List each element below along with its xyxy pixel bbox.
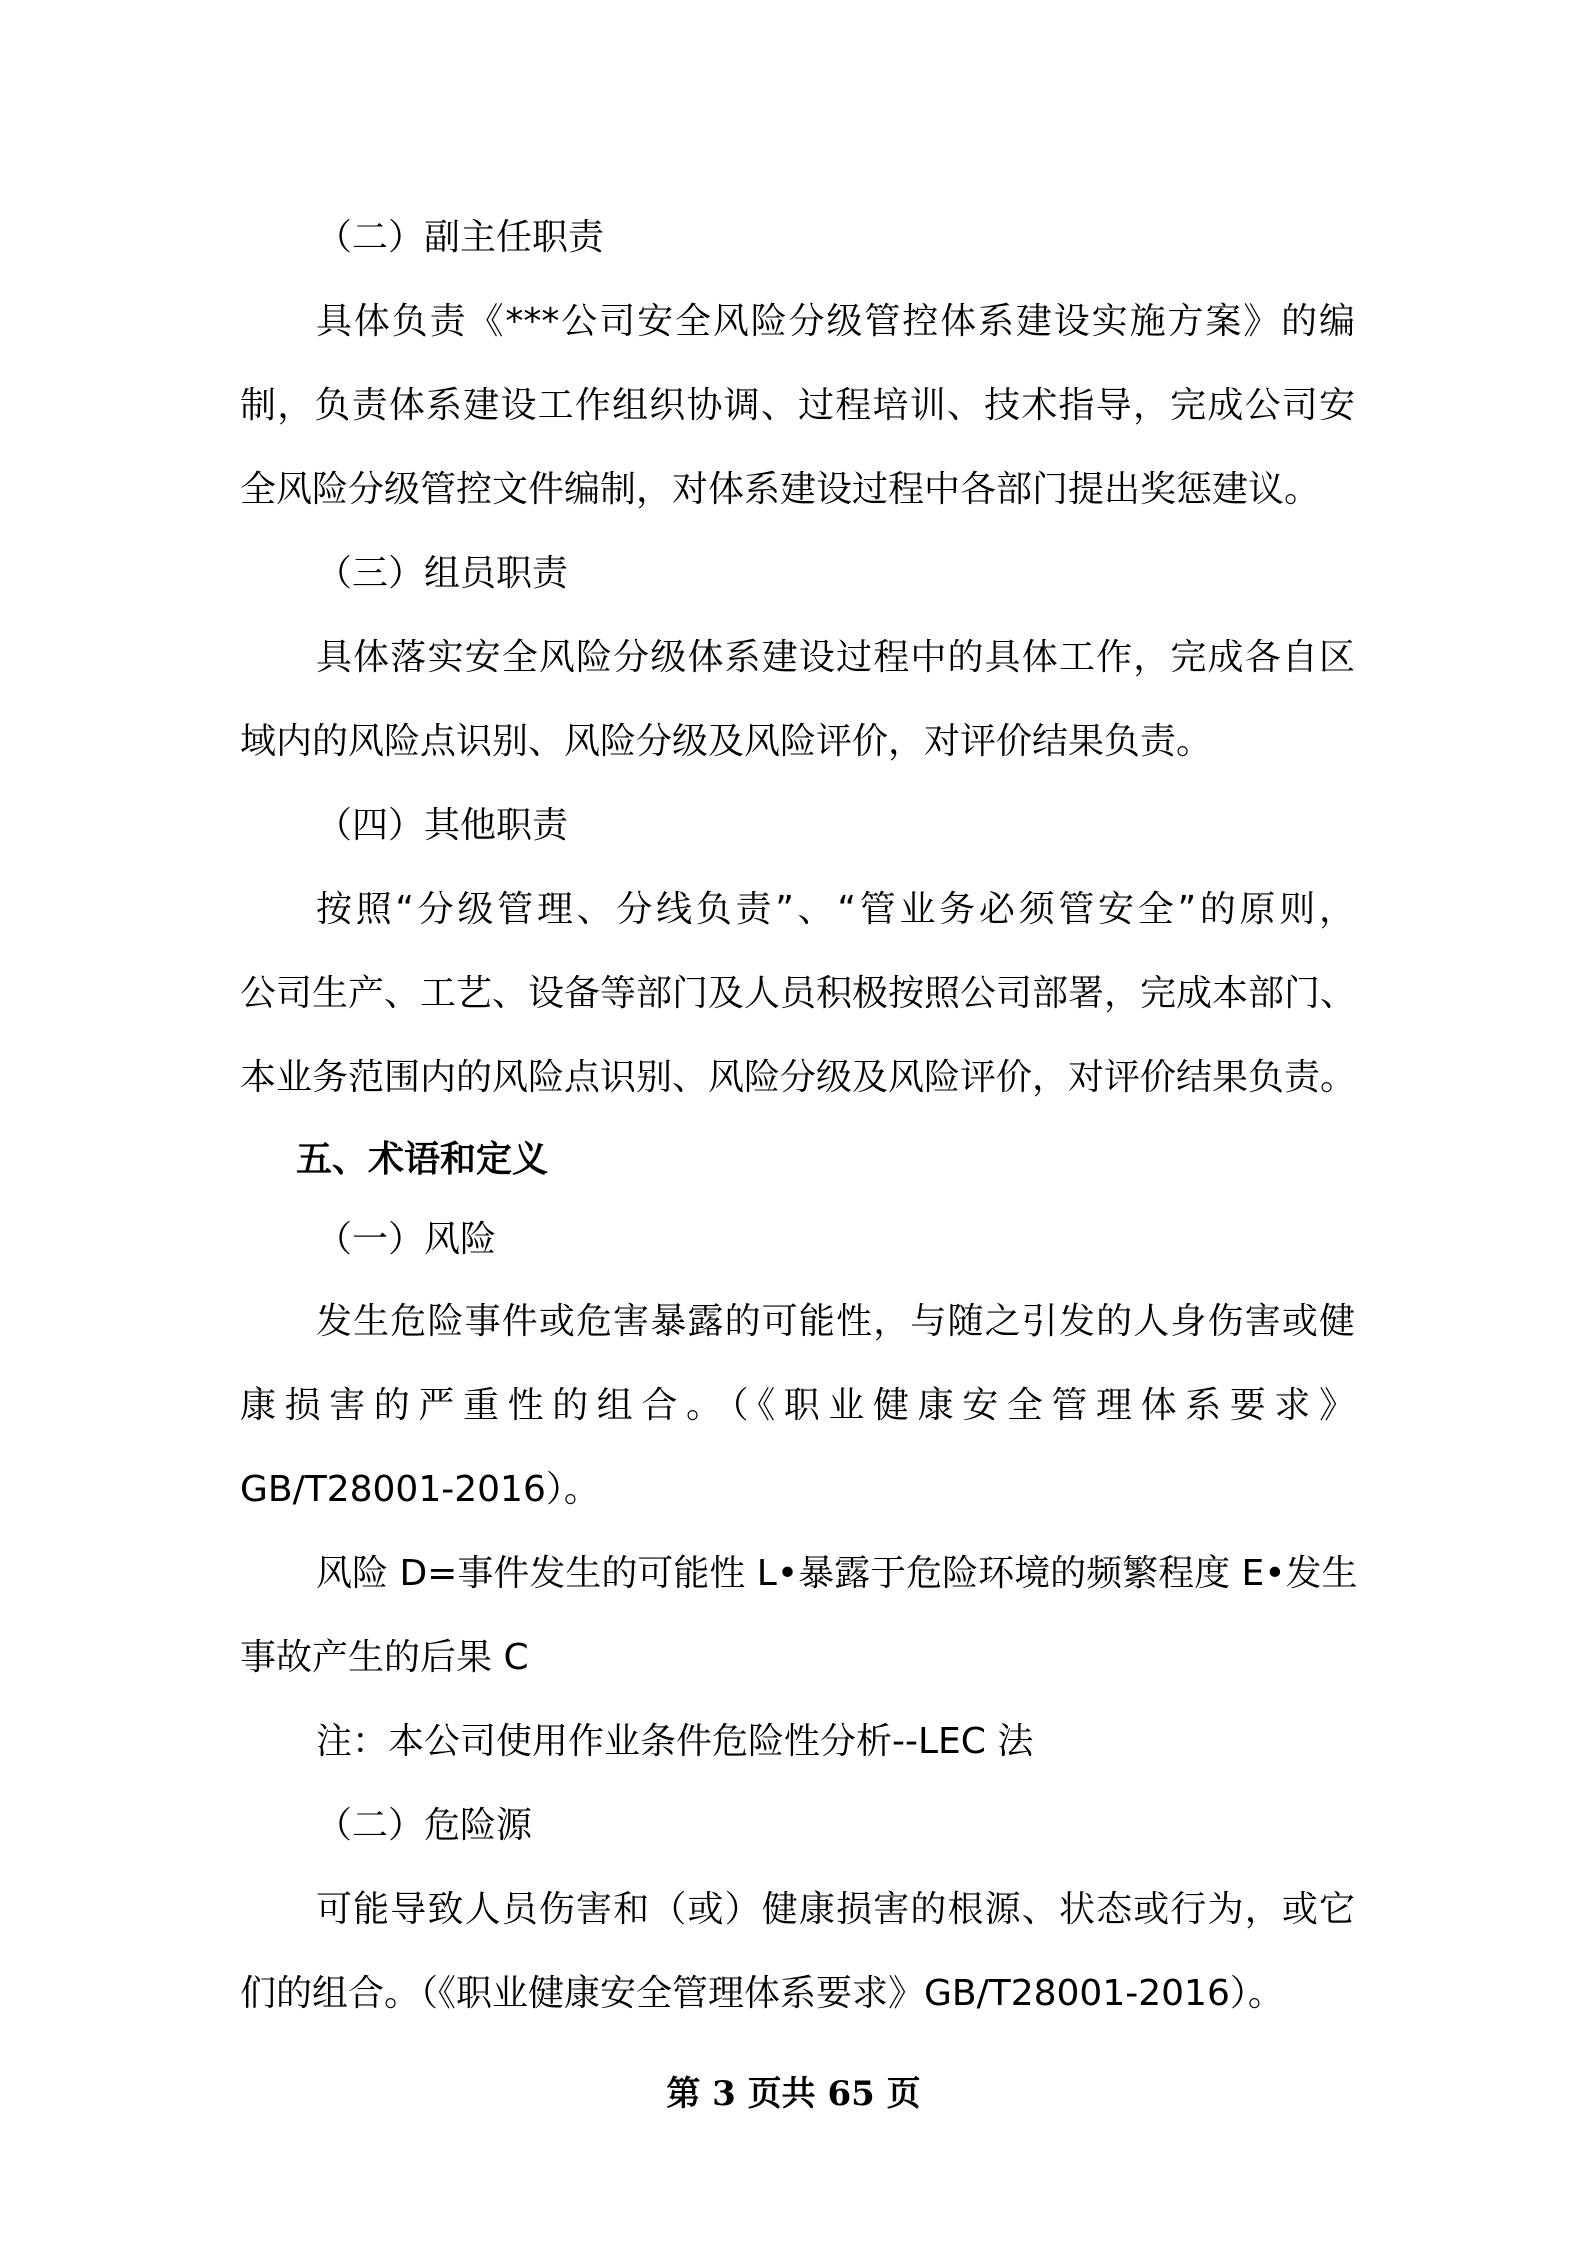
section-heading-other: （四）其他职责 <box>316 805 569 846</box>
section-heading-deputy: （二）副主任职责 <box>316 217 605 258</box>
paragraph-line: 公司生产、工艺、设备等部门及人员积极按照公司部署，完成本部门、 <box>240 973 1357 1014</box>
page-number-footer: 第 3 页共 65 页 <box>666 2074 921 2114</box>
paragraph-line: 制，负责体系建设工作组织协调、过程培训、技术指导，完成公司安 <box>240 385 1355 426</box>
paragraph-line: 具体负责《***公司安全风险分级管控体系建设实施方案》的编 <box>316 301 1355 342</box>
paragraph-line: 本业务范围内的风险点识别、风险分级及风险评价，对评价结果负责。 <box>240 1057 1357 1098</box>
note-line: 注：本公司使用作业条件危险性分析--LEC 法 <box>316 1721 1034 1762</box>
paragraph-line: GB/T28001-2016）。 <box>240 1469 600 1510</box>
page-body <box>240 196 1358 2036</box>
formula-line: 事故产生的后果 C <box>240 1637 529 1678</box>
section-heading-risk: （一）风险 <box>316 1219 497 1260</box>
paragraph-line: 发生危险事件或危害暴露的可能性，与随之引发的人身伤害或健 <box>316 1301 1355 1342</box>
chapter-heading: 五、术语和定义 <box>296 1139 549 1180</box>
paragraph-line: 们的组合。（《职业健康安全管理体系要求》GB/T28001-2016）。 <box>240 1973 1284 2014</box>
paragraph-line: 全风险分级管控文件编制，对体系建设过程中各部门提出奖惩建议。 <box>240 469 1321 510</box>
section-heading-hazard: （二）危险源 <box>316 1805 533 1846</box>
formula-line: 风险 D=事件发生的可能性 L•暴露于危险环境的频繁程度 E•发生 <box>316 1553 1358 1594</box>
paragraph-line: 域内的风险点识别、风险分级及风险评价，对评价结果负责。 <box>240 721 1213 762</box>
section-heading-member: （三）组员职责 <box>316 553 569 594</box>
paragraph-line: 可能导致人员伤害和（或）健康损害的根源、状态或行为，或它 <box>316 1889 1355 1930</box>
paragraph-line: 按照“分级管理、分线负责”、“管业务必须管安全”的原则， <box>316 889 1355 930</box>
paragraph-line: 康损害的严重性的组合。（《职业健康安全管理体系要求》 <box>240 1385 1355 1426</box>
paragraph-line: 具体落实安全风险分级体系建设过程中的具体工作，完成各自区 <box>316 637 1355 678</box>
